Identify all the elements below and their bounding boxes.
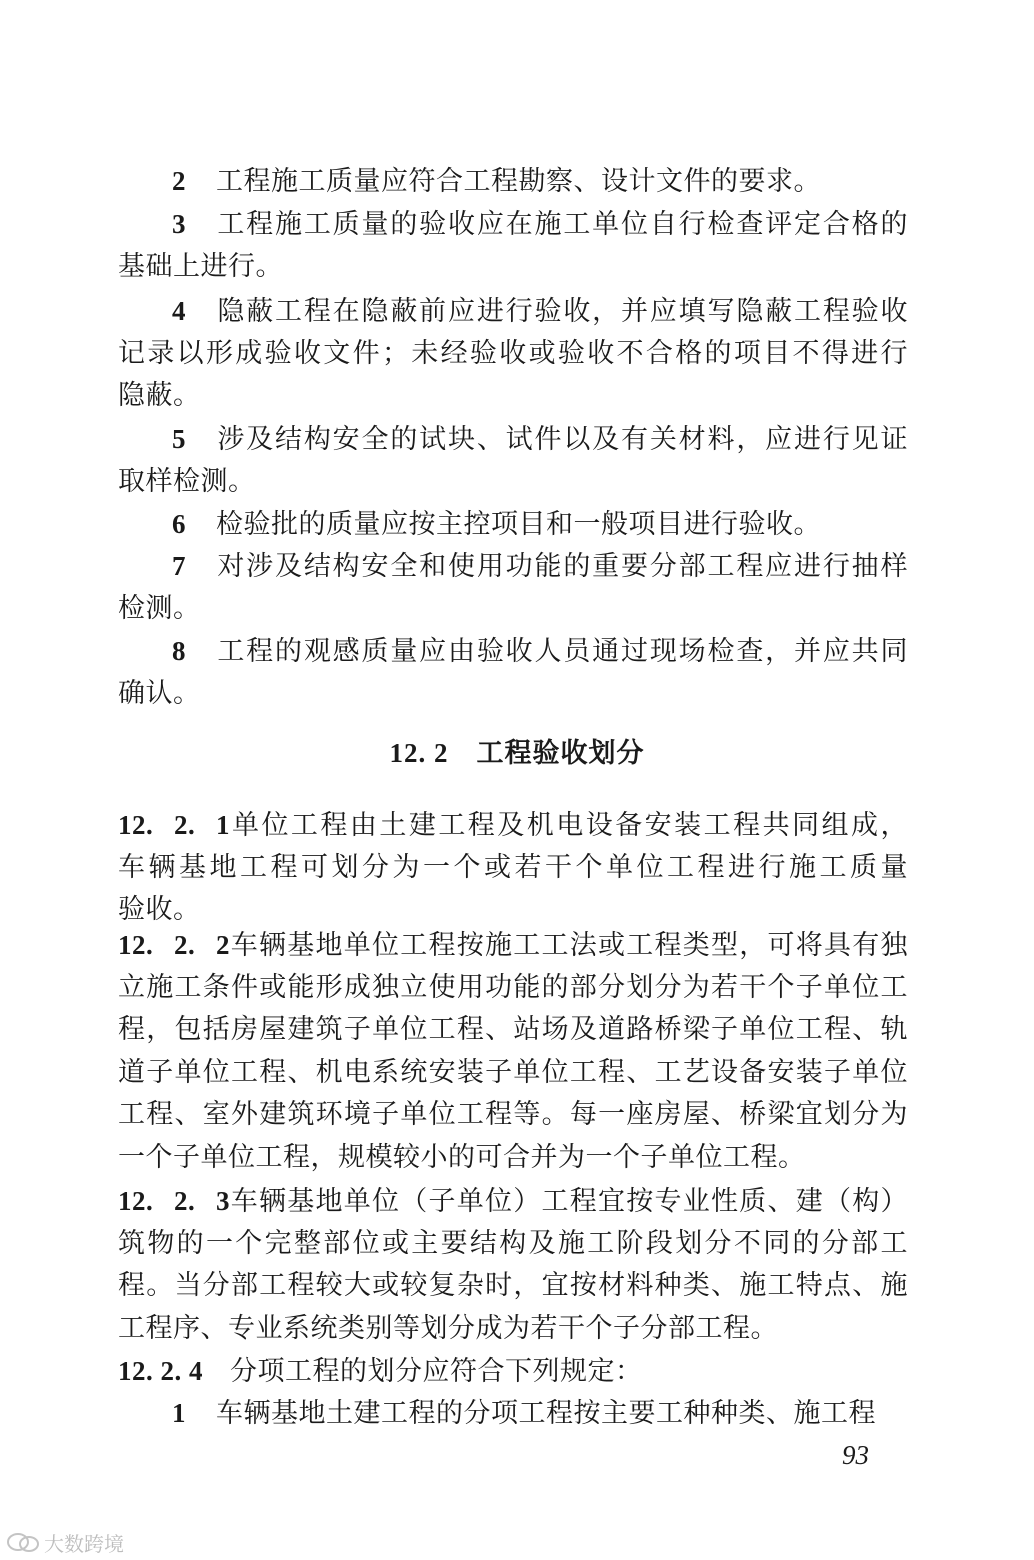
clauses-line [118,1308,908,1350]
items_a-line [172,290,908,332]
page-number: 93 [842,1440,869,1470]
clauses-line [118,1180,908,1222]
items_a-line [172,503,908,545]
items_a-number: 5 [172,424,186,454]
clauses-line [118,1137,908,1179]
section-number: 12. 2 [389,738,449,768]
items_a-number: 2 [172,166,186,196]
clauses-line [118,1223,908,1265]
clauses-text: 单位工程由土建工程及机电设备安装工程共同组成， [230,810,908,841]
items_b-number: 1 [172,1398,186,1428]
items_a-line [118,333,908,375]
items_a-text: 对涉及结构安全和使用功能的重要分部工程应进行抽样 [216,551,908,582]
clauses-text: 分项工程的划分应符合下列规定： [230,1356,643,1387]
items_a-number: 3 [172,209,186,239]
items_a-number: 4 [172,296,186,326]
items_a-text: 取样检测。 [118,465,256,497]
items_a-text: 工程的观感质量应由验收人员通过现场检查，并应共同 [216,636,908,667]
items_a-number: 8 [172,636,186,666]
watermark-text: 大数跨境 [44,1532,124,1556]
items_a-number: 6 [172,509,186,539]
items_a-line [118,461,908,503]
clauses-line [118,1094,908,1136]
items_b-line [172,1392,908,1434]
items_a-line [118,673,908,715]
clauses-text: 程，包括房屋建筑子单位工程、站场及道路桥梁子单位工程、轨 [118,1014,908,1045]
clauses-text: 车辆基地单位工程按施工工法或工程类型，可将具有独 [230,930,908,961]
items_a-text: 隐蔽。 [118,380,201,411]
items_a-line [118,246,908,288]
items_a-line [172,630,908,672]
section-heading [0,732,1034,775]
items_a-text: 基础上进行。 [118,250,283,282]
items_a-text: 确认。 [118,677,201,709]
clauses-text: 验收。 [118,894,201,925]
items_a-line [118,588,908,630]
clauses-line [118,1052,908,1094]
items_a-text: 工程施工质量的验收应在施工单位自行检查评定合格的 [216,209,908,240]
clauses-line [118,967,908,1009]
chat-bubble-icon [6,1531,40,1555]
items_a-text: 工程施工质量应符合工程勘察、设计文件的要求。 [216,166,821,197]
items_a-text: 涉及结构安全的试块、试件以及有关材料，应进行见证 [216,424,908,455]
clauses-text: 道子单位工程、机电系统安装子单位工程、工艺设备安装子单位 [118,1056,908,1088]
clauses-number: 12. 2. 4 [118,1356,203,1386]
clauses-text: 一个子单位工程，规模较小的可合并为一个子单位工程。 [118,1141,806,1173]
section-title: 工程验收划分 [476,738,645,769]
watermark [6,1528,124,1557]
items_a-line [172,203,908,245]
clauses-text: 筑物的一个完整部位或主要结构及施工阶段划分不同的分部工 [118,1227,908,1259]
items_a-text: 记录以形成验收文件；未经验收或验收不合格的项目不得进行 [118,337,908,369]
items_a-text: 隐蔽工程在隐蔽前应进行验收，并应填写隐蔽工程验收 [216,296,908,327]
clauses-text: 程。当分部工程较大或较复杂时，宜按材料种类、施工特点、施 [118,1270,908,1301]
clauses-line [118,924,908,966]
clauses-number: 12. 2. 1 [118,810,230,840]
items_a-line [172,160,908,202]
items_a-line [172,545,908,587]
clauses-text: 车辆基地单位（子单位）工程宜按专业性质、建（构） [230,1186,908,1217]
clauses-line [118,1009,908,1051]
clauses-line [118,1350,908,1392]
clauses-text: 工程序、专业系统类别等划分成为若干个子分部工程。 [118,1312,778,1344]
items_a-text: 检测。 [118,592,201,624]
items_a-number: 7 [172,551,186,581]
clauses-line [118,804,908,846]
clauses-text: 工程、室外建筑环境子单位工程等。每一座房屋、桥梁宜划分为 [118,1099,908,1130]
clauses-line [118,847,908,889]
items_b-text: 车辆基地土建工程的分项工程按主要工种种类、施工程 [216,1398,876,1429]
clauses-text: 车辆基地工程可划分为一个或若干个单位工程进行施工质量 [118,851,908,883]
items_a-line [118,375,908,417]
clauses-number: 12. 2. 3 [118,1186,230,1216]
items_a-line [172,418,908,460]
clauses-text: 立施工条件或能形成独立使用功能的部分划分为若干个子单位工 [118,971,908,1003]
items_a-text: 检验批的质量应按主控项目和一般项目进行验收。 [216,509,821,540]
clauses-number: 12. 2. 2 [118,930,230,960]
clauses-line [118,1265,908,1307]
